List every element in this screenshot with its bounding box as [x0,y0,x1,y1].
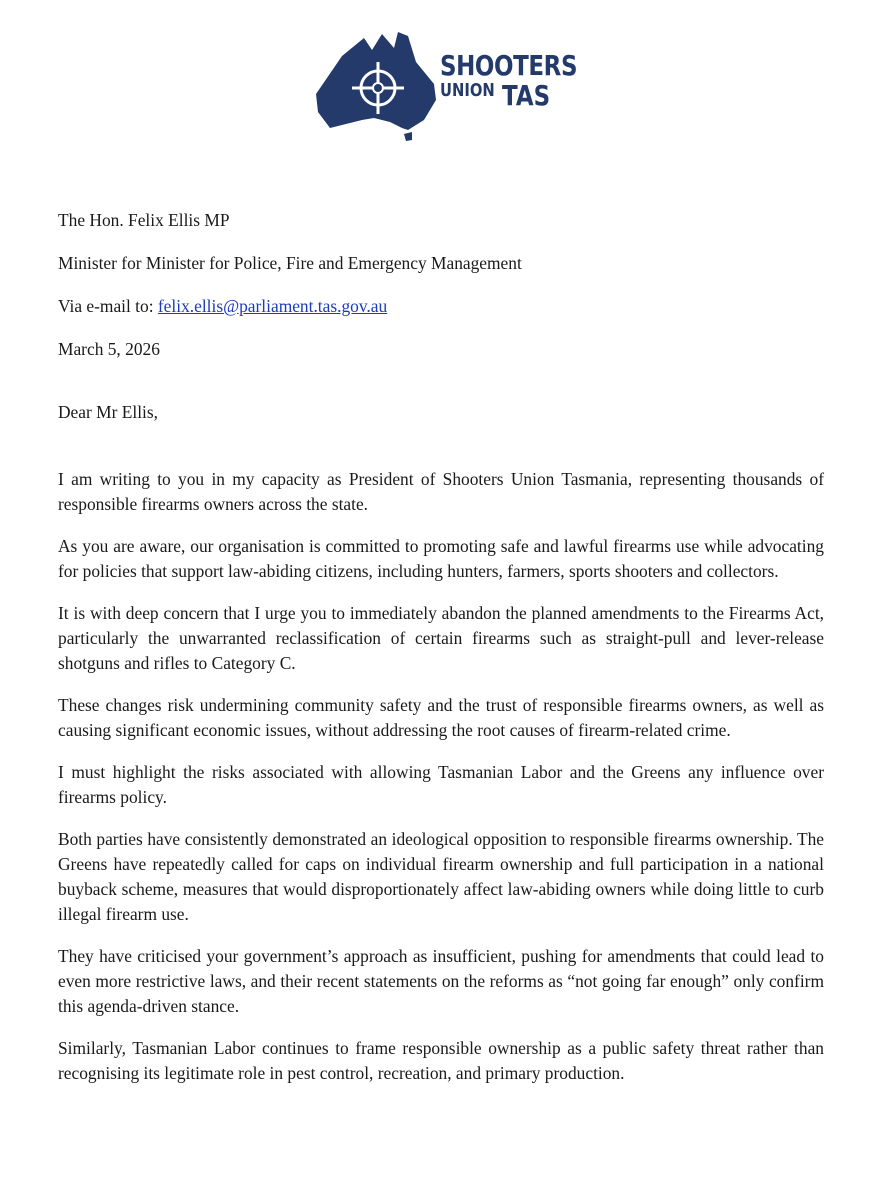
paragraph: As you are aware, our organisation is committed to promoting safe and lawful firearms use while advocating for policies that support law-abiding citizens, including hunters, farmers, sports shooters and collectors. [58,536,824,581]
shooters-union-logo [312,28,578,144]
paragraph: They have criticised your government’s approach as insufficient, pushing for amendments that could lead to even more restrictive laws, and their recent statements on the reforms as “not going far enough” only confirm this agenda-driven stance. [58,946,824,1016]
salutation: Dear Mr Ellis, [58,402,158,422]
paragraph: I must highlight the risks associated with allowing Tasmanian Labor and the Greens any influence over firearms policy. [58,762,824,807]
via-label: Via e-mail to: [58,296,158,316]
logo-wordmark [440,49,607,112]
recipient-email-link[interactable]: felix.ellis@parliament.tas.gov.au [157,296,388,316]
recipient-name: The Hon. Felix Ellis MP [58,210,230,230]
letter-date: March 5, 2026 [58,339,160,359]
logo-shooters: SHOOTERS [440,49,578,82]
letter-body [58,208,824,1103]
paragraph: These changes risk undermining community safety and the trust of responsible firearms owners, as well as causing significant economic issues, without addressing the root causes of firearm-related crime. [58,695,824,740]
recipient-email-line [58,294,824,319]
australia-crosshair-icon [312,28,442,144]
paragraph: Both parties have consistently demonstrated an ideological opposition to responsible firearms ownership. The Greens have repeatedly called for caps on individual firearm ownership and full participation in a national buyback scheme, measures that would disproportionately affect law-abiding owners while doing little to curb illegal firearm use. [58,829,824,924]
paragraph: I am writing to you in my capacity as President of Shooters Union Tasmania, representing thousands of responsible firearms owners across the state. [58,469,824,514]
paragraph: Similarly, Tasmanian Labor continues to frame responsible ownership as a public safety threat rather than recognising its legitimate role in pest control, recreation, and primary production. [58,1038,824,1083]
logo-tas: TAS [502,79,551,112]
logo-union: UNION [440,80,495,101]
recipient-title: Minister for Minister for Police, Fire and Emergency Management [58,253,522,273]
paragraph: It is with deep concern that I urge you to immediately abandon the planned amendments to the Firearms Act, particularly the unwarranted reclassification of certain firearms such as straight-pull and lever-release shotguns and rifles to Category C. [58,603,824,673]
